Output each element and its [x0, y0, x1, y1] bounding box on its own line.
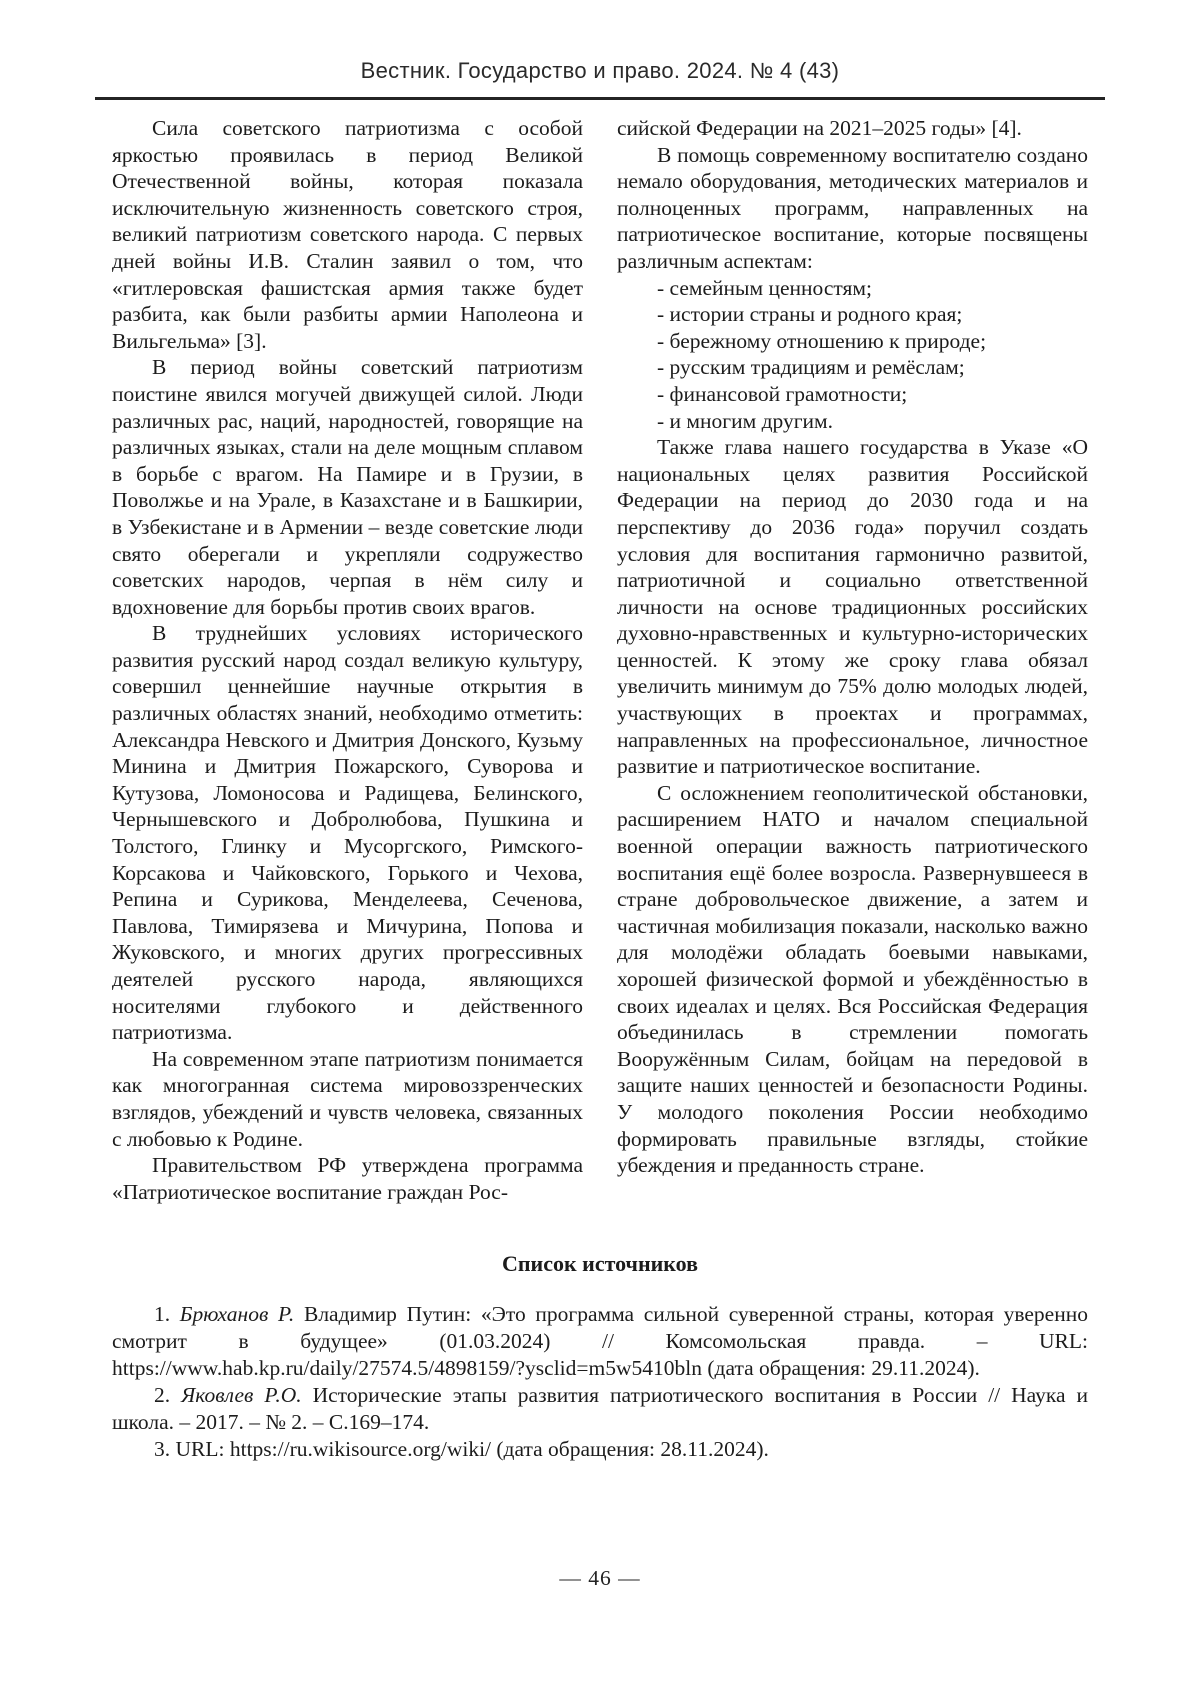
list-item-family-values: - семейным ценностям;	[657, 275, 872, 300]
reference-author: Брюханов Р.	[179, 1302, 295, 1327]
reference-item-1	[112, 1301, 1088, 1382]
reference-item-3	[112, 1436, 1088, 1463]
reference-text: Владимир Путин: «Это программа сильной суверенной страны, которая уверенно смотрит в будущее» (01.03.2024) // Комсомольская правда. – URL: https://www.hab.kp.ru/daily/27574.5/4898159/?ysclid=m5w5410bln (дата обращения: 29.11.2024).	[112, 1302, 1088, 1381]
sources-section-title: Список источников	[501, 1251, 699, 1277]
list-item-nature: - бережному отношению к природе;	[657, 328, 987, 353]
reference-text: Исторические этапы развития патриотического воспитания в России // Наука и школа. – 2017. – № 2. – С.169–174.	[112, 1383, 1089, 1435]
paragraph-educator-materials: В помощь современному воспитателю создано немало оборудования, методических материалов и полноценных программ, направленных на патриотическое воспитание, которые посвящены различным аспектам:	[617, 142, 1088, 273]
list-item-financial-literacy: - финансовой грамотности;	[657, 381, 908, 406]
article-body	[95, 115, 1105, 1205]
paragraph-government-program-continuation: сийской Федерации на 2021–2025 годы» [4].	[617, 116, 1022, 140]
paragraph-geopolitical-situation: С осложнением геополитической обстановки, расширением НАТО и началом специальной военной операции важность патриотического воспитания ещё более возросла. Развернувшееся в стране добровольческое движение, а затем и частичная мобилизация показали, насколько важно для молодёжи обладать боевыми навыками, хорошей физической формой и убеждённостью в своих идеалах и целях. Вся Российская Федерация объединилась в стремлении помогать Вооружённым Силам, бойцам на передовой в защите наших ценностей и безопасности Родины. У молодого поколения России необходимо формировать правильные взгляды, стойкие убеждения и преданность стране.	[617, 780, 1088, 1178]
right-column	[617, 115, 1088, 1205]
paragraph-presidential-decree: Также глава нашего государства в Указе «О национальных целях развития Российской Федерации на период до 2030 года и на перспективу до 2036 года» поручил создать условия для воспитания гармонично развитой, патриотичной и социально ответственной личности на основе традиционных российских духовно-нравственных и культурно-исторических ценностей. К этому же сроку глава обязал увеличить минимум до 75% долю молодых людей, участвующих в проектах и программах, направленных на профессиональное, личностное развитие и патриотическое воспитание.	[617, 435, 1088, 779]
paragraph-soviet-patriotism-strength: Сила советского патриотизма с особой яркостью проявилась в период Великой Отечественной войны, которая показала исключительную жизненность советского строя, великий патриотизм советского народа. С первых дней войны И.В. Сталин заявил о том, что «гитлеровская фашистская армия также будет разбита, как были разбиты армии Наполеона и Вильгельма» [3].	[112, 116, 583, 353]
list-item-history: - истории страны и родного края;	[657, 302, 963, 327]
paragraph-modern-patriotism-definition: На современном этапе патриотизм понимается как многогранная система мировоззренческих взглядов, убеждений и чувств человека, связанных с любовью к Родине.	[112, 1046, 583, 1151]
list-item-traditions: - русским традициям и ремёслам;	[657, 355, 965, 380]
paragraph-government-program-start: Правительством РФ утверждена программа «Патриотическое воспитание граждан Рос-	[112, 1153, 583, 1204]
paragraph-russian-culture-figures: В труднейших условиях исторического развития русский народ создал великую культуру, совершил ценнейшие научные открытия в различных областях знаний, необходимо отметить: Александра Невского и Дмитрия Донского, Кузьму Минина и Дмитрия Пожарского, Суворова и Кутузова, Ломоносова и Радищева, Белинского, Чернышевского и Добролюбова, Пушкина и Толстого, Глинку и Мусоргского, Римского-Корсакова и Чайковского, Горького и Чехова, Репина и Сурикова, Менделеева, Сеченова, Павлова, Тимирязева и Мичурина, Попова и Жуковского, и многих других прогрессивных деятелей русского народа, являющихся носителями глубокого и действенного патриотизма.	[112, 621, 583, 1045]
references-list	[95, 1301, 1105, 1463]
page-number: — 46 —	[559, 1566, 641, 1590]
reference-text: URL: https://ru.wikisource.org/wiki/ (дата обращения: 28.11.2024).	[175, 1437, 769, 1462]
reference-item-2	[112, 1382, 1088, 1436]
header-rule	[95, 97, 1105, 100]
reference-number: 2.	[154, 1383, 171, 1408]
list-item-other: - и многим другим.	[657, 408, 834, 433]
paragraph-wartime-patriotism: В период войны советский патриотизм поистине явился могучей движущей силой. Люди различных рас, наций, народностей, говорящие на различных языках, стали на деле мощным сплавом в борьбе с врагом. На Памире и в Грузии, в Поволжье и на Урале, в Казахстане и в Башкирии, в Узбекистане и в Армении – везде советские люди свято оберегали и укрепляли содружество советских народов, черпая в нём силу и вдохновение для борьбы против своих врагов.	[112, 355, 583, 619]
left-column	[112, 115, 583, 1205]
journal-header: Вестник. Государство и право. 2024. № 4 (43)	[360, 58, 840, 83]
reference-author: Яковлев Р.О.	[181, 1383, 302, 1408]
reference-number: 1.	[154, 1302, 171, 1327]
reference-number: 3.	[154, 1437, 171, 1462]
